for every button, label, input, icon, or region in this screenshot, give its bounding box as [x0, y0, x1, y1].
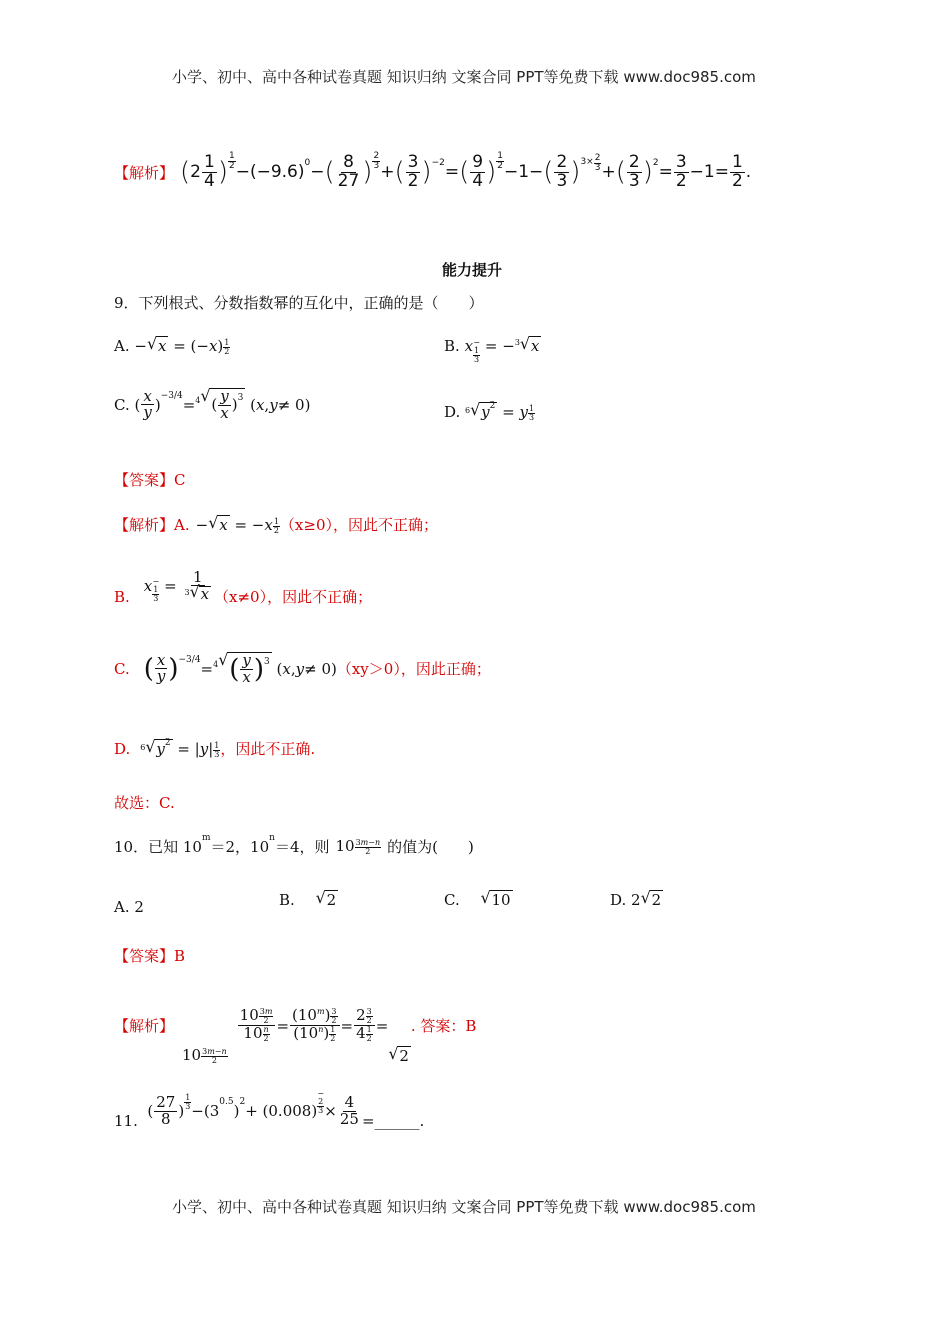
jiexi-tag: 【解析】	[114, 163, 175, 182]
q9-exp-b: B. x− 1 3 = 1 $^3$ √ x （x≠0），因此不正确；	[114, 567, 373, 606]
q11-stem: 11. ( $\frac{27}{8}$ ) 1 3 −(3 0.5 ) 2 + (0.008) − 2 3 × $\frac{4}{25}$ =______.	[114, 1088, 425, 1130]
q10-option-a: A. 2	[114, 898, 144, 916]
q9-option-b: B. x− 1 3 = −$^3$ √ x	[444, 334, 540, 364]
q9-stem: 9．下列根式、分数指数幂的互化中，正确的是（ ）	[114, 294, 484, 312]
q8-solution	[114, 146, 751, 198]
q9-exp-a: 【解析】 A. − √ x = −x $\frac{1}{2}$ （x≥0），因此不正确；	[114, 512, 438, 535]
q9-answer: 【答案】C	[114, 471, 186, 489]
section-title: 能力提升	[442, 261, 503, 279]
q10-option-b: B. √ 2	[279, 888, 337, 909]
q10-option-d: D. 2 √ 2	[610, 888, 662, 909]
q9-option-d: D. $^6$ √ $y^2 = y$ $\frac{1}{3}$	[444, 400, 535, 422]
q9-exp-d: D. $^6$ √ $y^2 = |y|$ $\frac{1}{3}$ ，因此不正确.	[114, 736, 316, 759]
q10-option-c: C. √ 10	[444, 888, 511, 909]
q10-answer: 【答案】B	[114, 947, 186, 965]
page-header: 小学、初中、高中各种试卷真题 知识归纳 文案合同 PPT等免费下载 www.doc985.com	[172, 68, 756, 86]
page-footer: 小学、初中、高中各种试卷真题 知识归纳 文案合同 PPT等免费下载 www.doc985.com	[172, 1198, 756, 1216]
q9-exp-c: C. ( $\frac{x}{y}$ ) −3/4 = 4 √ ( $\frac{y}{x}$ )$^3$ ( x , y ≠ 0) （xy＞0），因此正确；	[114, 650, 491, 686]
q10-exp: 【解析】 10 $\frac{3m-n}{2}$ 10 $\frac{3m}{2}$ 10 $\frac{n}{2}$ = (10$^m$) $\frac{3}{2}$ (10$^n$) $\frac{1}{2}$ = 2 $\frac{3}{2}$ 4 $\frac{1}{2}$ = √ 2 . 答案：B	[114, 1006, 477, 1065]
q9-option-a: A. − √ x = (−x) $\frac{1}{2}$	[114, 334, 230, 356]
q10-stem: 10．已知 10 m ＝2，10 n ＝4，则 10 $\frac{3m-n}{2}$ 的值为( )	[114, 832, 474, 856]
q9-conclusion: 故选：C.	[114, 794, 175, 812]
q9-option-c: C. ( $\frac{x}{y}$ ) −3/4 = 4 √ ( $\frac{y}{x}$ )$^3$ ( x , y ≠ 0)	[114, 386, 311, 422]
q8-formula: ( 2 $\frac{1}{4}$ ) 1 2 −(−9.6) 0 − ( $\frac{8}{27}$ ) 2 3 + ( $\frac{3}{2}$ ) −2 = ( $\frac{9}{4}$ ) 1 2 −1− ( $\frac{2}{3}$ ) 3× $\frac{2}{3}$ + ( $\frac{2}{3}$ ) 2 = $\frac{3}{2}$ −1= $\frac{1}{2}$ .	[180, 150, 752, 191]
